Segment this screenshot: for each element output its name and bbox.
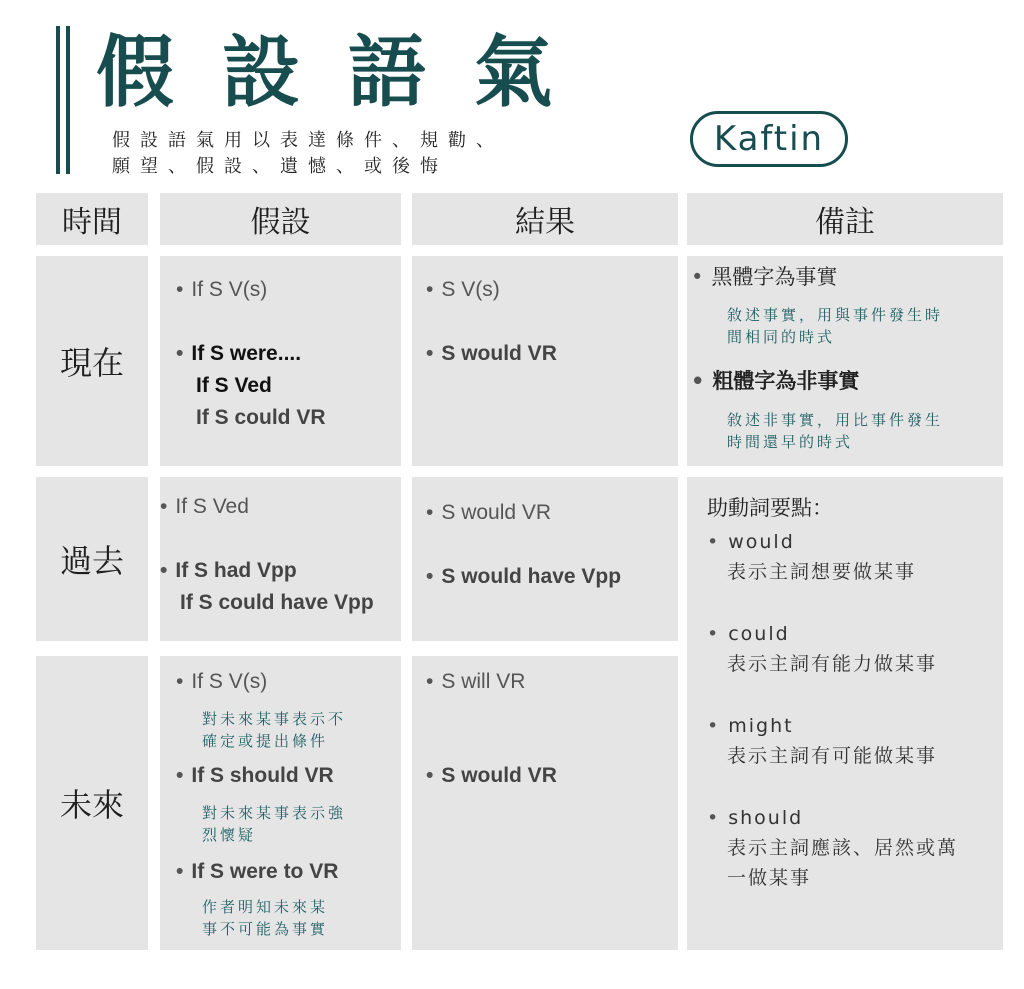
present-res-line-2: • S would VR	[426, 338, 557, 370]
aux-might: • might	[707, 711, 794, 741]
past-hyp-line-3: If S could have Vpp	[180, 591, 374, 614]
future-hyp-note-2b: 烈懷疑	[202, 826, 257, 844]
aux-notes-title: 助動詞要點：	[707, 496, 833, 520]
future-hyp-note-2a: 對未來某事表示強	[202, 804, 347, 822]
present-hyp-line-4: If S could VR	[196, 406, 326, 429]
present-hyp-line-3: If S Ved	[196, 374, 272, 397]
future-hyp-line-1: • If S V(s)	[176, 666, 267, 698]
note-bold-desc-2: 時間還早的時式	[727, 433, 854, 451]
past-hyp-line-1: • If S Ved	[160, 491, 249, 523]
past-res-line-2: • S would have Vpp	[426, 561, 621, 593]
future-hyp-note-3a: 作者明知未來某	[202, 898, 329, 916]
col-header-result: 結果	[412, 193, 678, 245]
past-result-cell	[412, 477, 678, 641]
present-hyp-line-2: • If S were....	[176, 338, 301, 370]
aux-should-desc-1: 表示主詞應該、居然或萬	[727, 837, 959, 859]
past-res-line-1: • S would VR	[426, 497, 551, 529]
aux-notes-cell	[687, 477, 1003, 950]
note-black-title: • 黑體字為事實	[691, 262, 837, 292]
future-hyp-note-3b: 事不可能為事實	[202, 920, 329, 938]
kaftin-logo: Kaftin	[690, 111, 848, 167]
subtitle-line-1: 假設語氣用以表達條件、規勸、	[112, 130, 504, 151]
past-hyp-line-2: • If S had Vpp	[160, 555, 297, 587]
note-bold-title: • 粗體字為非事實	[691, 366, 859, 396]
present-res-line-1: • S V(s)	[426, 274, 500, 306]
future-hyp-note-1b: 確定或提出條件	[202, 732, 329, 750]
note-bold-desc-1: 敘述非事實，用比事件發生	[727, 411, 944, 429]
col-header-time: 時間	[36, 193, 148, 245]
subtitle-line-2: 願望、假設、遺憾、或後悔	[112, 156, 448, 177]
present-result-cell	[412, 256, 678, 466]
aux-should: • should	[707, 803, 803, 833]
title-bar-right	[66, 26, 70, 174]
present-hyp-line-1: • If S V(s)	[176, 274, 267, 306]
future-result-cell	[412, 656, 678, 950]
page-title: 假設語氣	[96, 27, 601, 118]
aux-could-desc: 表示主詞有能力做某事	[727, 653, 938, 675]
future-hyp-line-3: • If S were to VR	[176, 856, 338, 888]
row-label-past: 過去	[36, 477, 148, 641]
future-res-line-1: • S will VR	[426, 666, 525, 698]
col-header-notes: 備註	[687, 193, 1003, 245]
aux-might-desc: 表示主詞有可能做某事	[727, 745, 938, 767]
note-black-desc-1: 敘述事實，用與事件發生時	[727, 306, 944, 324]
aux-would-desc: 表示主詞想要做某事	[727, 561, 917, 583]
present-hypothesis-cell	[160, 256, 401, 466]
aux-could: • could	[707, 619, 790, 649]
aux-would: • would	[707, 527, 795, 557]
row-label-future: 未來	[36, 656, 148, 950]
row-label-present: 現在	[36, 256, 148, 466]
future-res-line-2: • S would VR	[426, 760, 557, 792]
future-hyp-line-2: • If S should VR	[176, 760, 334, 792]
aux-should-desc-2: 一做某事	[727, 867, 812, 889]
past-hypothesis-cell	[160, 477, 401, 641]
future-hyp-note-1a: 對未來某事表示不	[202, 710, 347, 728]
present-notes-cell	[687, 256, 1003, 466]
note-black-desc-2: 間相同的時式	[727, 328, 836, 346]
title-bar-left	[56, 26, 60, 174]
col-header-hypothesis: 假設	[160, 193, 401, 245]
future-hypothesis-cell	[160, 656, 401, 950]
